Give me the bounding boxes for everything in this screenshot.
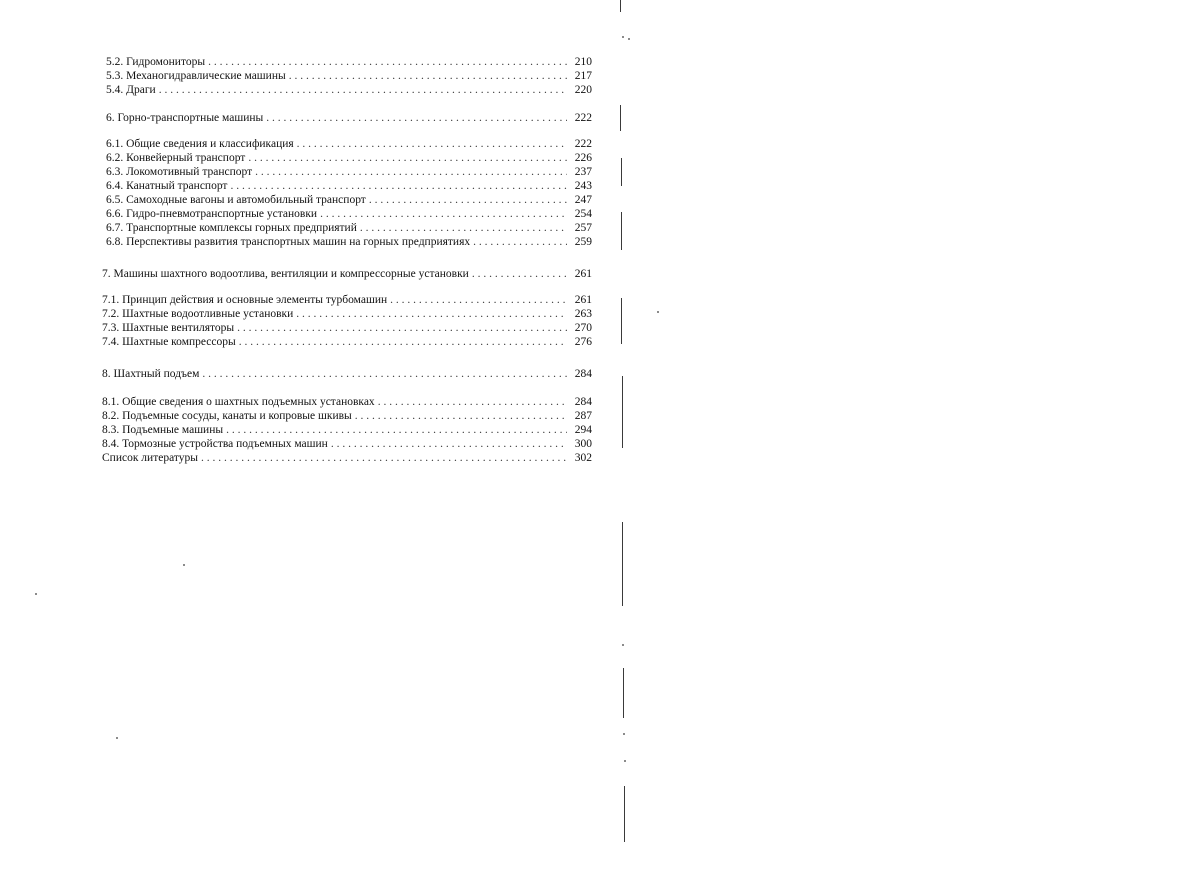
toc-entry: [102, 137, 592, 151]
scan-gutter-line: [622, 376, 623, 448]
dot-leader: [248, 151, 567, 165]
toc-entry-title: 8.3. Подъемные машины: [102, 424, 224, 436]
dot-leader: [355, 409, 567, 423]
dot-leader: [239, 335, 567, 349]
dot-leader: [296, 307, 567, 321]
toc-entry-title: 6.3. Локомотивный транспорт: [106, 166, 253, 178]
toc-entry: [102, 293, 592, 307]
scan-gutter-line: [621, 212, 622, 250]
dot-leader: [297, 137, 567, 151]
scan-gutter-line: [621, 158, 622, 186]
toc-entry-title: 6. Горно-транспортные машины: [106, 112, 264, 124]
toc-entry-title: 5.2. Гидромониторы: [106, 56, 206, 68]
dot-leader: [369, 193, 567, 207]
dot-leader: [159, 83, 567, 97]
toc-entry: [102, 151, 592, 165]
scan-speck: [623, 733, 625, 735]
toc-entry: [102, 451, 592, 465]
toc-entry-page: 284: [574, 396, 592, 408]
toc-chapter-entry: [102, 367, 592, 381]
toc-entry-title: 6.5. Самоходные вагоны и автомобильный транспорт: [106, 194, 366, 206]
toc-entry-title: 6.6. Гидро-пневмотранспортные установки: [106, 208, 318, 220]
toc-entry: [102, 235, 592, 249]
toc-entry-title: 8.2. Подъемные сосуды, канаты и копровые шкивы: [102, 410, 352, 422]
toc-entry-title: 7.4. Шахтные компрессоры: [102, 336, 236, 348]
dot-leader: [378, 395, 567, 409]
toc-chapter-entry: [102, 267, 592, 281]
dot-leader: [202, 367, 567, 381]
toc-entry-page: 300: [574, 438, 592, 450]
scan-speck: [116, 737, 118, 739]
dot-leader: [360, 221, 567, 235]
toc-entry-page: 226: [574, 152, 592, 164]
toc-entry-title: 7.3. Шахтные вентиляторы: [102, 322, 235, 334]
toc-entry-page: 270: [574, 322, 592, 334]
toc-entry-title: 8.4. Тормозные устройства подъемных машин: [102, 438, 328, 450]
toc-entry-page: 261: [574, 294, 592, 306]
toc-entry-page: 302: [574, 452, 592, 464]
toc-entry-title: 6.2. Конвейерный транспорт: [106, 152, 246, 164]
toc-entry: [102, 335, 592, 349]
scan-speck: [622, 36, 624, 38]
scan-gutter-line: [620, 105, 621, 131]
toc-entry-page: 294: [574, 424, 592, 436]
toc-entry-page: 276: [574, 336, 592, 348]
toc-entry: [102, 437, 592, 451]
dot-leader: [201, 451, 567, 465]
dot-leader: [255, 165, 567, 179]
toc-entry: [102, 409, 592, 423]
scan-gutter-line: [622, 522, 623, 606]
scan-speck: [624, 760, 626, 762]
toc-entry-page: 220: [574, 84, 592, 96]
scan-speck: [183, 564, 185, 566]
scan-gutter-line: [620, 0, 621, 12]
spacer: [102, 125, 592, 137]
toc-entry-page: 261: [574, 268, 592, 280]
scan-speck: [628, 38, 630, 40]
toc-entry-page: 247: [574, 194, 592, 206]
toc-entry: [102, 179, 592, 193]
dot-leader: [472, 267, 567, 281]
toc-entry-title: 7. Машины шахтного водоотлива, вентиляции и компрессорные установки: [102, 268, 469, 280]
scan-gutter-line: [621, 298, 622, 344]
scan-speck: [657, 311, 659, 313]
toc-entry-title: 6.7. Транспортные комплексы горных предприятий: [106, 222, 357, 234]
toc-entry-title: 8.1. Общие сведения о шахтных подъемных установках: [102, 396, 375, 408]
spacer: [102, 281, 592, 293]
toc-entry-page: 210: [574, 56, 592, 68]
toc-entry-page: 237: [574, 166, 592, 178]
toc-entry-title: 5.4. Драги: [106, 84, 156, 96]
dot-leader: [390, 293, 567, 307]
spacer: [102, 349, 592, 367]
scan-gutter-line: [624, 786, 625, 842]
dot-leader: [237, 321, 567, 335]
dot-leader: [473, 235, 567, 249]
toc-entry-page: 287: [574, 410, 592, 422]
toc-entry-page: 263: [574, 308, 592, 320]
dot-leader: [226, 423, 567, 437]
toc-entry-page: 254: [574, 208, 592, 220]
table-of-contents: [102, 55, 592, 465]
toc-entry: [102, 395, 592, 409]
dot-leader: [289, 69, 567, 83]
toc-entry-page: 284: [574, 368, 592, 380]
toc-entry: [102, 69, 592, 83]
toc-entry: [102, 423, 592, 437]
toc-entry: [102, 193, 592, 207]
spacer: [102, 249, 592, 267]
dot-leader: [266, 111, 567, 125]
dot-leader: [320, 207, 567, 221]
toc-entry-title: 6.4. Канатный транспорт: [106, 180, 228, 192]
toc-entry: [102, 221, 592, 235]
dot-leader: [331, 437, 567, 451]
toc-entry-title: 7.2. Шахтные водоотливные установки: [102, 308, 294, 320]
toc-entry-title: 6.1. Общие сведения и классификация: [106, 138, 294, 150]
toc-entry-title: 8. Шахтный подъем: [102, 368, 200, 380]
toc-entry-title: 7.1. Принцип действия и основные элементы турбомашин: [102, 294, 388, 306]
toc-entry: [102, 307, 592, 321]
spacer: [102, 97, 592, 111]
toc-entry: [102, 55, 592, 69]
dot-leader: [208, 55, 567, 69]
scan-speck: [622, 644, 624, 646]
toc-entry-page: 217: [574, 70, 592, 82]
toc-entry: [102, 83, 592, 97]
toc-chapter-entry: [102, 111, 592, 125]
toc-entry-title: 6.8. Перспективы развития транспортных машин на горных предприятиях: [106, 236, 471, 248]
toc-entry-title: 5.3. Механогидравлические машины: [106, 70, 286, 82]
toc-entry-page: 243: [574, 180, 592, 192]
dot-leader: [230, 179, 567, 193]
toc-entry-page: 257: [574, 222, 592, 234]
scan-gutter-line: [623, 668, 624, 718]
toc-entry: [102, 321, 592, 335]
toc-entry: [102, 165, 592, 179]
toc-entry: [102, 207, 592, 221]
scan-speck: [35, 593, 37, 595]
toc-entry-page: 259: [574, 236, 592, 248]
toc-entry-page: 222: [574, 138, 592, 150]
toc-entry-page: 222: [574, 112, 592, 124]
spacer: [102, 381, 592, 395]
toc-entry-title: Список литературы: [102, 452, 198, 464]
